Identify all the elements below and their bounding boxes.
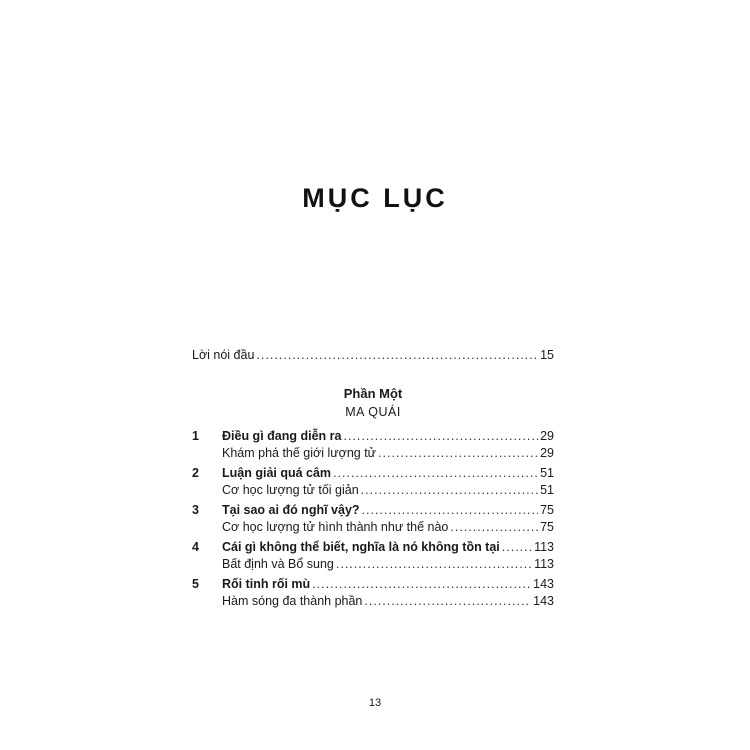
toc-page-number: 75 — [540, 503, 554, 517]
dot-leader — [336, 556, 532, 572]
dot-leader — [312, 576, 531, 592]
chapter-subtitle: Cơ học lượng tử hình thành như thế nào — [222, 520, 449, 534]
toc-page-number: 143 — [533, 594, 554, 608]
chapter-number: 2 — [192, 466, 199, 480]
dot-leader — [256, 347, 538, 363]
dot-leader — [333, 465, 538, 481]
toc-subtitle-1 — [192, 445, 554, 461]
part-subtitle: MA QUÁI — [345, 405, 401, 419]
toc-chapter-5 — [192, 576, 554, 592]
toc-chapter-2 — [192, 465, 554, 481]
toc-subtitle-5 — [192, 593, 554, 609]
chapter-title: Rối tinh rối mù — [222, 577, 311, 591]
toc-chapter-3 — [192, 502, 554, 518]
toc-page-number: 143 — [533, 577, 554, 591]
dot-leader — [364, 593, 531, 609]
part-title: Phần Một — [343, 386, 403, 401]
toc-subtitle-4 — [192, 556, 554, 572]
toc-page-number: 51 — [540, 483, 554, 497]
toc-page-number: 113 — [534, 540, 554, 554]
toc-page-number: 29 — [540, 429, 554, 443]
toc-entry-label: Lời nói đầu — [192, 348, 255, 362]
chapter-subtitle: Bất định và Bổ sung — [222, 557, 334, 571]
toc-page-number: 51 — [540, 466, 554, 480]
chapter-subtitle: Cơ học lượng tử tối giản — [222, 483, 359, 497]
chapter-subtitle: Khám phá thế giới lượng tử — [222, 446, 377, 460]
toc-page-number: 29 — [540, 446, 554, 460]
chapter-title: Điều gì đang diễn ra — [222, 429, 342, 443]
toc-chapter-4 — [192, 539, 554, 555]
dot-leader — [450, 519, 538, 535]
page-number: 13 — [368, 697, 382, 709]
toc-subtitle-2 — [192, 482, 554, 498]
dot-leader — [361, 482, 538, 498]
toc-page-number: 113 — [534, 557, 554, 571]
toc-chapter-1 — [192, 428, 554, 444]
page-title: MỤC LỤC — [302, 183, 448, 213]
dot-leader — [362, 502, 539, 518]
toc-entry-preface — [192, 347, 554, 363]
chapter-number: 4 — [192, 540, 199, 554]
toc-page-number: 75 — [540, 520, 554, 534]
dot-leader — [378, 445, 538, 461]
chapter-subtitle: Hàm sóng đa thành phần — [222, 594, 363, 608]
chapter-title: Tại sao ai đó nghĩ vậy? — [222, 503, 360, 517]
toc-page-number: 15 — [540, 348, 554, 362]
chapter-number: 1 — [192, 429, 199, 443]
chapter-number: 5 — [192, 577, 199, 591]
chapter-number: 3 — [192, 503, 199, 517]
dot-leader — [502, 539, 532, 555]
dot-leader — [343, 428, 538, 444]
chapter-title: Luận giải quá câm — [222, 466, 332, 480]
chapter-title: Cái gì không thể biết, nghĩa là nó không tồn tại — [222, 540, 500, 554]
toc-subtitle-3 — [192, 519, 554, 535]
